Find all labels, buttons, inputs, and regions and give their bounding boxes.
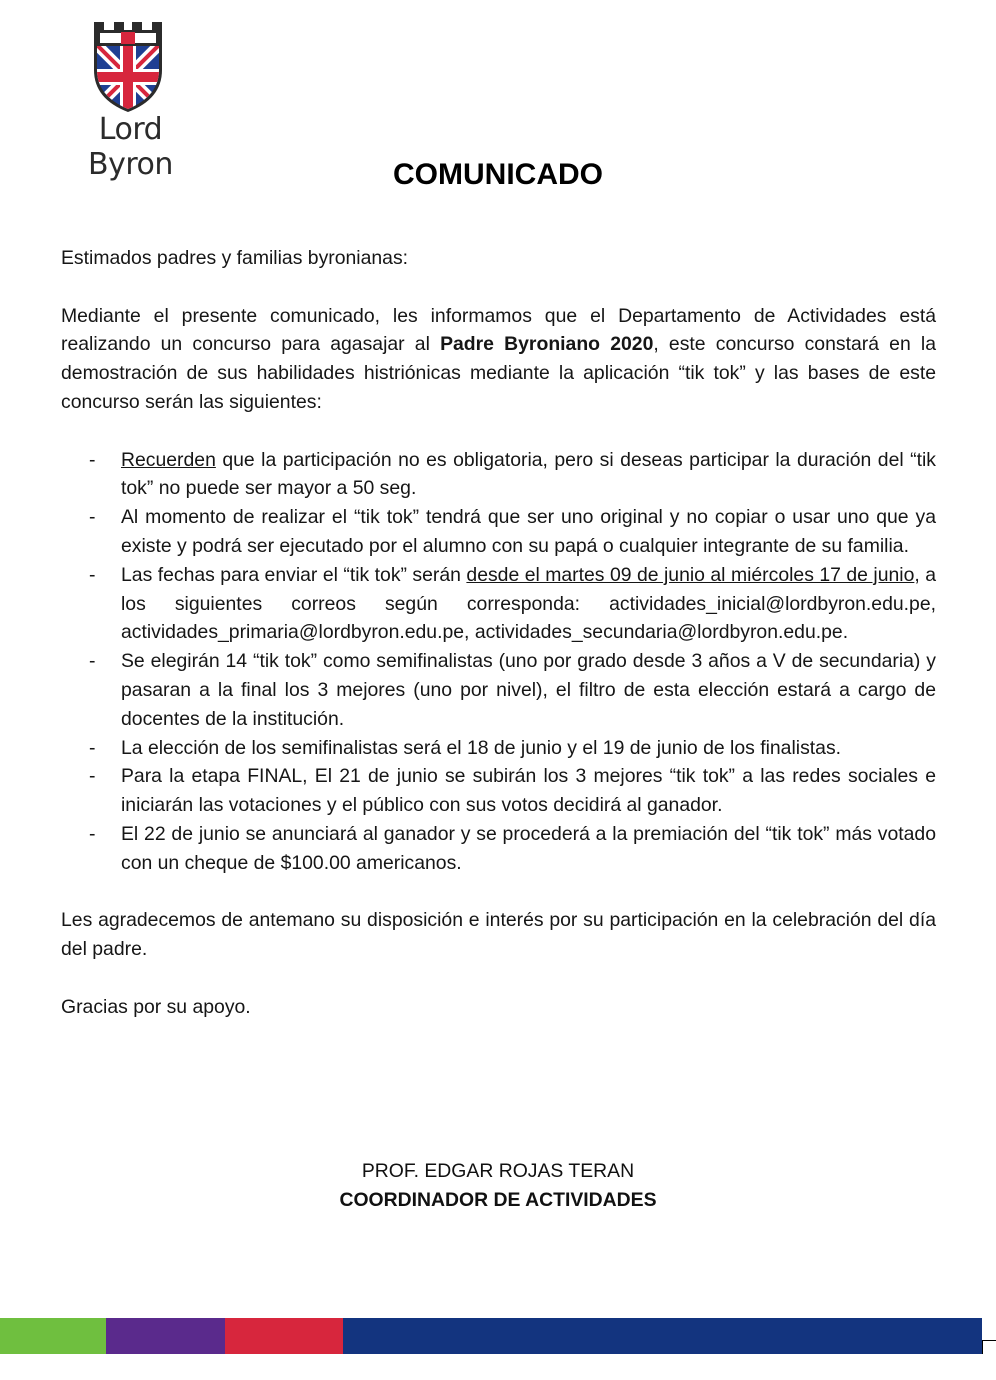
list-item [61,820,936,878]
signature-name: PROF. EDGAR ROJAS TERAN [361,1160,635,1182]
rules-list [61,446,936,878]
list-item [61,647,936,733]
list-item [61,734,936,763]
intro-text-continued: , este concurso constará en la demostración de sus habilidades histriónicas mediante la aplicación “tik tok” y las bases de este concurso serán las siguientes: [61,333,937,413]
list-item [61,762,936,820]
bullet-dash: - [89,736,96,759]
footer-bar-green [0,1318,106,1354]
rule-text: Las fechas para enviar el “tik tok” serán [121,563,467,586]
list-item [61,503,936,561]
list-item [61,446,936,504]
page-title: COMUNICADO [393,158,603,191]
closing-paragraph: Les agradecemos de antemano su disposición e interés por su participación en la celebración del día del padre. [61,909,936,961]
intro-text: Mediante el presente comunicado, les informamos que el Departamento de Actividades está realizando un concurso para agasajar al [61,304,936,356]
footer-bar-purple [106,1318,225,1354]
bullet-dash: - [89,563,96,586]
bullet-dash: - [89,650,96,673]
logo-text: Lord Byron [88,112,173,182]
intro-paragraph [61,302,936,417]
rule-text-emails: , a los siguientes correos según corresponda: actividades_inicial@lordbyron.edu.pe, actividades_primaria@lordbyron.edu.pe, actividades_secundaria@lordbyron.edu.pe. [121,563,936,644]
bullet-dash: - [89,765,96,788]
bullet-dash: - [89,506,96,529]
rule-text: La elección de los semifinalistas será el 18 de junio y el 19 de junio de los finalistas. [121,736,842,759]
rule-text: Para la etapa FINAL, El 21 de junio se subirán los 3 mejores “tik tok” a las redes sociales e iniciarán las votaciones y el público con sus votos decidirá al ganador. [121,765,936,817]
rule-text: Se elegirán 14 “tik tok” como semifinalistas (uno por grado desde 3 años a V de secundaria) y pasaran a la final los 3 mejores (uno por nivel), el filtro de esta elección estará a cargo de docentes de la institución. [121,650,936,730]
rule-text: que la participación no es obligatoria, pero si deseas participar la duración del “tik tok” no puede ser mayor a 50 seg. [121,448,936,500]
letter-body [61,244,936,1050]
shield-flag-icon [92,20,164,112]
footer-bar-blue [343,1318,982,1354]
rule-text: El 22 de junio se anunciará al ganador y se procederá a la premiación del “tik tok” más votado con un cheque de $100.00 americanos. [121,822,936,874]
underlined-text: Recuerden [121,448,216,471]
bullet-dash: - [89,822,96,845]
greeting: Estimados padres y familias byronianas: [61,247,409,269]
thanks-line: Gracias por su apoyo. [61,995,251,1018]
footer-bar-red [225,1318,343,1354]
page-corner-mark [982,1340,996,1354]
bullet-dash: - [89,448,96,471]
rule-text: Al momento de realizar el “tik tok” tendrá que ser uno original y no copiar o usar uno que ya existe y podrá ser ejecutado por el alumno con su papá o cualquier integrante de su familia. [121,506,936,557]
list-item [61,561,936,647]
underlined-text: desde el martes 09 de junio al miércoles 17 de junio [466,563,915,586]
contest-name: Padre Byroniano 2020 [440,333,654,356]
signature-role: COORDINADOR DE ACTIVIDADES [339,1189,657,1211]
